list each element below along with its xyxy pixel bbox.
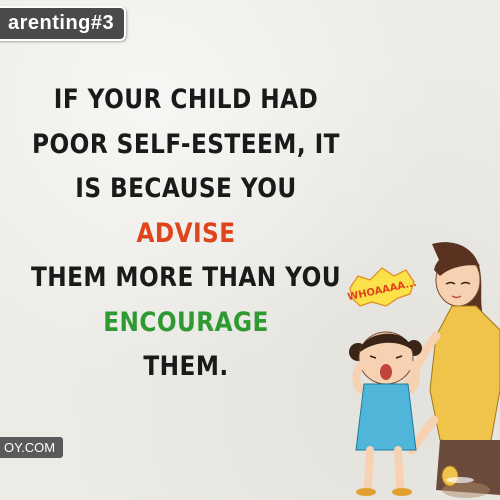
quote-line-5: THEM MORE THAN YOU bbox=[30, 262, 342, 293]
quote-word-encourage: ENCOURAGE bbox=[103, 306, 269, 338]
cry-sound-burst bbox=[347, 268, 418, 306]
mother-child-illustration bbox=[340, 240, 500, 500]
quote-line-3: IS BECAUSE YOU bbox=[75, 173, 297, 204]
quote-word-advise: ADVISE bbox=[136, 217, 236, 249]
series-tag: arenting#3 bbox=[0, 6, 126, 41]
quote-text bbox=[26, 78, 346, 390]
cry-sound-text: WHOAAAA... bbox=[346, 277, 418, 304]
site-watermark: OY.COM bbox=[0, 437, 63, 458]
quote-line-7: THEM. bbox=[143, 351, 229, 382]
quote-line-2: POOR SELF-ESTEEM, IT bbox=[32, 128, 340, 160]
crying-child-figure bbox=[349, 332, 422, 496]
quote-line-1: IF YOUR CHILD HAD bbox=[53, 84, 319, 115]
